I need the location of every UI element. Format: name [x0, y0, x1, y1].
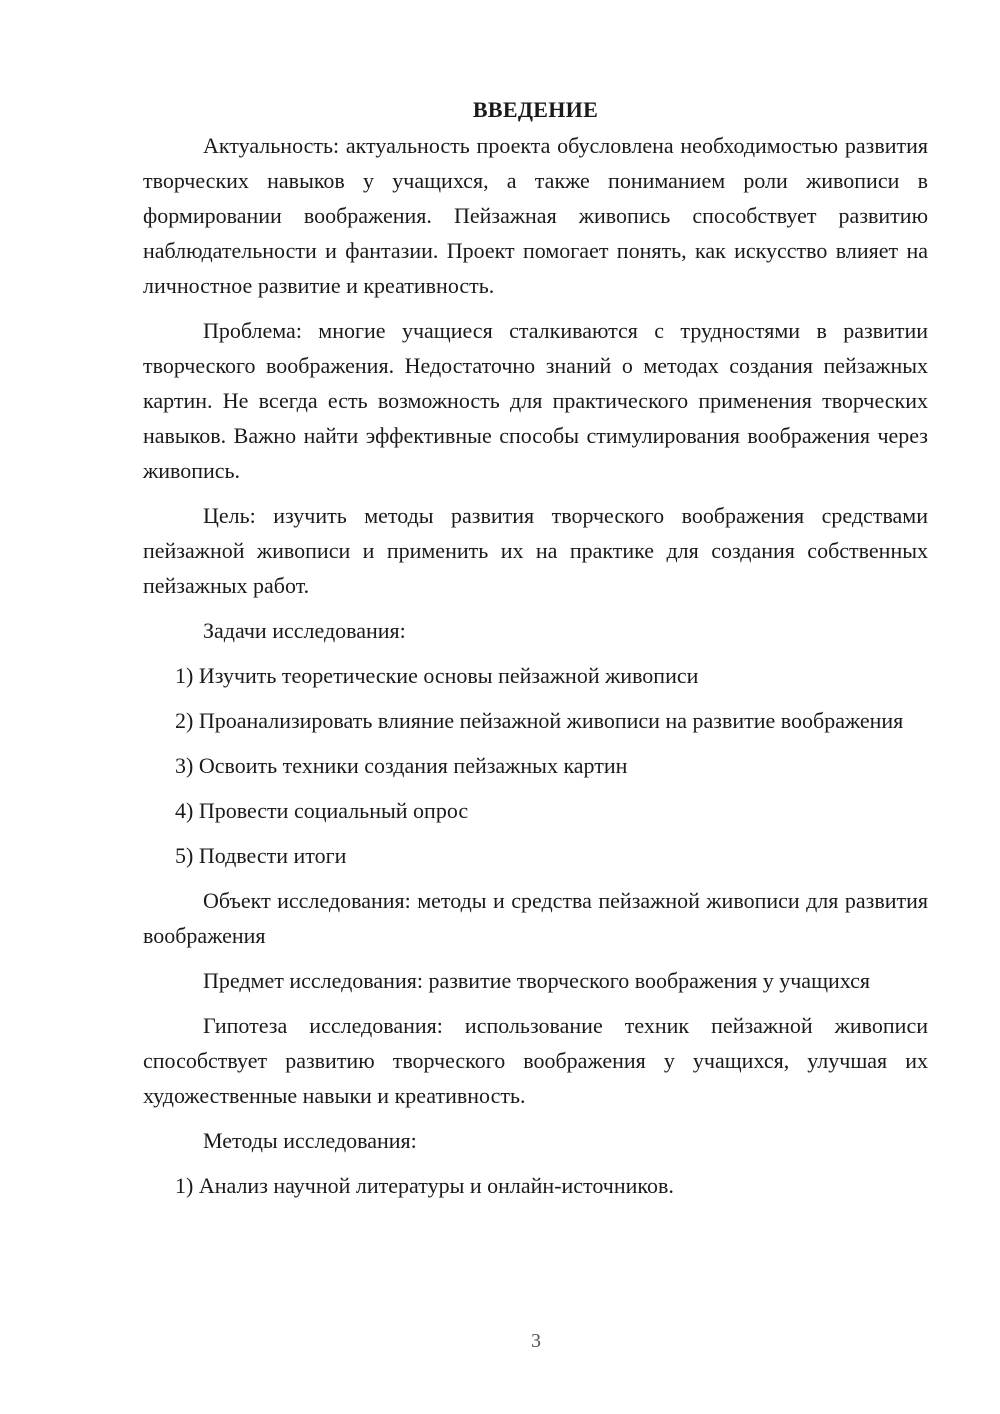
task-item: 3) Освоить техники создания пейзажных картин — [175, 753, 628, 778]
tasks-heading: Задачи исследования: — [203, 618, 406, 643]
object-paragraph: Объект исследования: методы и средства пейзажной живописи для развития воображения — [143, 888, 928, 948]
subject-paragraph: Предмет исследования: развитие творческого воображения у учащихся — [203, 968, 871, 993]
relevance-paragraph: Актуальность: актуальность проекта обусловлена необходимостью развития творческих навыков у учащихся, а также пониманием роли живописи в формировании воображения. Пейзажная живопись способствует развитию наблюдательности и фантазии. Проект помогает понять, как искусство влияет на личностное развитие и креативность. — [143, 133, 928, 298]
page-number: 3 — [531, 1330, 541, 1352]
task-item: 2) Проанализировать влияние пейзажной живописи на развитие воображения — [175, 708, 904, 733]
task-item: 4) Провести социальный опрос — [175, 798, 469, 823]
method-item: 1) Анализ научной литературы и онлайн-источников. — [175, 1173, 674, 1198]
document-page — [143, 94, 928, 1213]
hypothesis-paragraph: Гипотеза исследования: использование техник пейзажной живописи способствует развитию творческого воображения у учащихся, улучшая их художественные навыки и креативность. — [143, 1013, 928, 1108]
task-item: 5) Подвести итоги — [175, 843, 347, 868]
methods-heading: Методы исследования: — [203, 1128, 417, 1153]
task-item: 1) Изучить теоретические основы пейзажной живописи — [175, 663, 699, 688]
section-title: ВВЕДЕНИЕ — [472, 97, 599, 122]
problem-paragraph: Проблема: многие учащиеся сталкиваются с трудностями в развитии творческого воображения. Недостаточно знаний о методах создания пейзажных картин. Не всегда есть возможность для практического применения творческих навыков. Важно найти эффективные способы стимулирования воображения через живопись. — [143, 318, 928, 483]
goal-paragraph: Цель: изучить методы развития творческого воображения средствами пейзажной живописи и применить их на практике для создания собственных пейзажных работ. — [143, 503, 928, 598]
